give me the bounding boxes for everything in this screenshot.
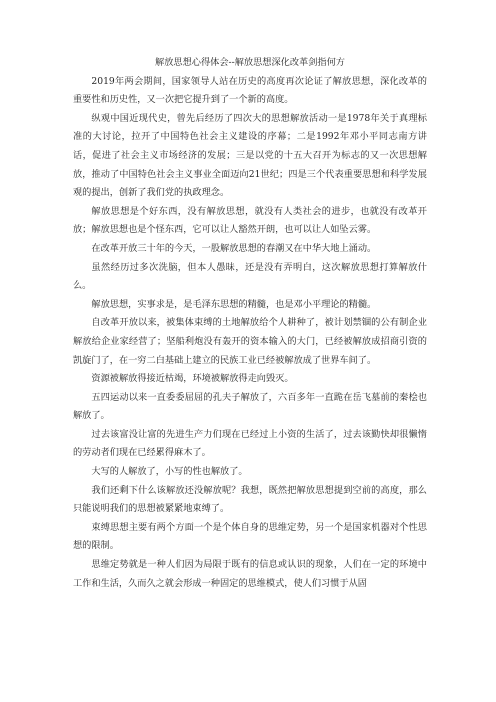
paragraph: 过去该富没让富的先进生产力们现在已经过上小资的生活了，过去该勤快却很懒惰的劳动者们现在已经累得麻木了。: [73, 428, 427, 459]
paragraph: 解放思想是个好东西，没有解放思想，就没有人类社会的进步，也就没有改革开放；解放思想也是个怪东西，它可以让人豁然开朗，也可以让人如坠云雾。: [73, 205, 427, 236]
paragraph: 解放思想，实事求是，是毛泽东思想的精髓，也是邓小平理论的精髓。: [91, 298, 377, 310]
paragraph: 在改革开放三十年的今天，一股解放思想的春潮又在中华大地上涌动。: [91, 242, 377, 254]
document-title: 解放思想心得体会--解放思想深化改革剑指何方: [155, 57, 345, 68]
paragraph: 2019年两会期间，国家领导人站在历史的高度再次论证了解放思想，深化改革的重要性和历史性，又一次把它提升到了一个新的高度。: [73, 75, 427, 106]
paragraph: 大写的人解放了，小写的性也解放了。: [91, 466, 248, 478]
paragraph: 我们还剩下什么该解放还没解放呢？我想，既然把解放思想提到空前的高度，那么只能说明我们的思想被紧紧地束缚了。: [73, 484, 427, 515]
paragraph: 虽然经历过多次洗脑，但本人愚昧，还是没有弄明白，这次解放思想打算解放什么。: [73, 261, 427, 292]
document-body: [73, 54, 427, 593]
paragraph: 五四运动以来一直委委屈屈的孔夫子解放了，六百多年一直跪在岳飞墓前的秦桧也解放了。: [73, 391, 427, 422]
paragraph: 束缚思想主要有两个方面一个是个体自身的思维定势，另一个是国家机器对个性思想的限制。: [73, 521, 427, 552]
paragraph: 自改革开放以来，被集体束缚的土地解放给个人耕种了，被计划禁锢的公有制企业解放给企业家经营了；坚船利炮没有轰开的资本输入的大门，已经被解放成招商引资的凯旋门了，在一穷二白基础上建立的民族工业已经被解放成了世界车间了。: [73, 317, 427, 366]
paragraph: 纵观中国近现代史，曾先后经历了四次大的思想解放活动一是1978年关于真理标准的大讨论，拉开了中国特色社会主义建设的序幕；二是1992年邓小平同志南方讲话，促进了社会主义市场经济的发展；三是以党的十五大召开为标志的又一次思想解放，推动了中国特色社会主义事业全面迈向21世纪；四是三个代表重要思想和科学发展观的提出，创新了我们党的执政理念。: [73, 112, 427, 199]
paragraph: 思维定势就是一种人们因为局限于既有的信息或认识的现象，人们在一定的环境中工作和生活，久而久之就会形成一种固定的思维模式，使人们习惯于从固: [73, 559, 427, 589]
paragraph: 资源被解放得接近枯竭，环境被解放得走向毁灭。: [91, 373, 294, 385]
